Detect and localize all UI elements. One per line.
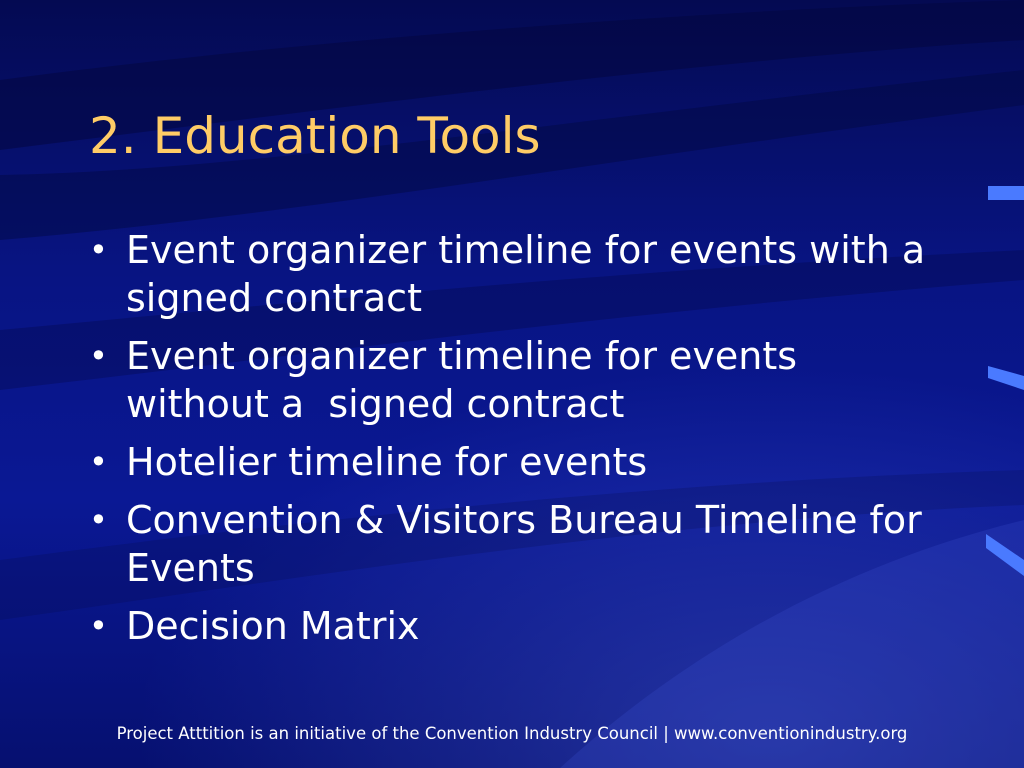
- bullet-icon: •: [89, 443, 108, 481]
- accent-stripe: [988, 186, 1024, 200]
- bullet-list: [89, 226, 949, 660]
- bullet-text: Hotelier timeline for events: [126, 440, 648, 484]
- bullet-text: Decision Matrix: [126, 604, 420, 648]
- bullet-icon: •: [89, 501, 108, 539]
- slide-title: 2. Education Tools: [89, 107, 541, 165]
- bullet-text: Convention & Visitors Bureau Timeline for Events: [126, 498, 922, 590]
- bullet-text: Event organizer timeline for events without a signed contract: [126, 334, 810, 426]
- bullet-item: [89, 602, 949, 650]
- accent-stripe: [988, 366, 1024, 390]
- bullet-item: [89, 496, 949, 592]
- bullet-icon: •: [89, 607, 108, 645]
- bullet-icon: •: [89, 231, 108, 269]
- bullet-item: [89, 332, 949, 428]
- bullet-item: [89, 226, 949, 322]
- bullet-item: [89, 438, 949, 486]
- bullet-icon: •: [89, 337, 108, 375]
- slide-footer: Project Atttition is an initiative of the Convention Industry Council | www.conventionindustry.org: [116, 724, 908, 743]
- bullet-text: Event organizer timeline for events with a signed contract: [126, 228, 926, 320]
